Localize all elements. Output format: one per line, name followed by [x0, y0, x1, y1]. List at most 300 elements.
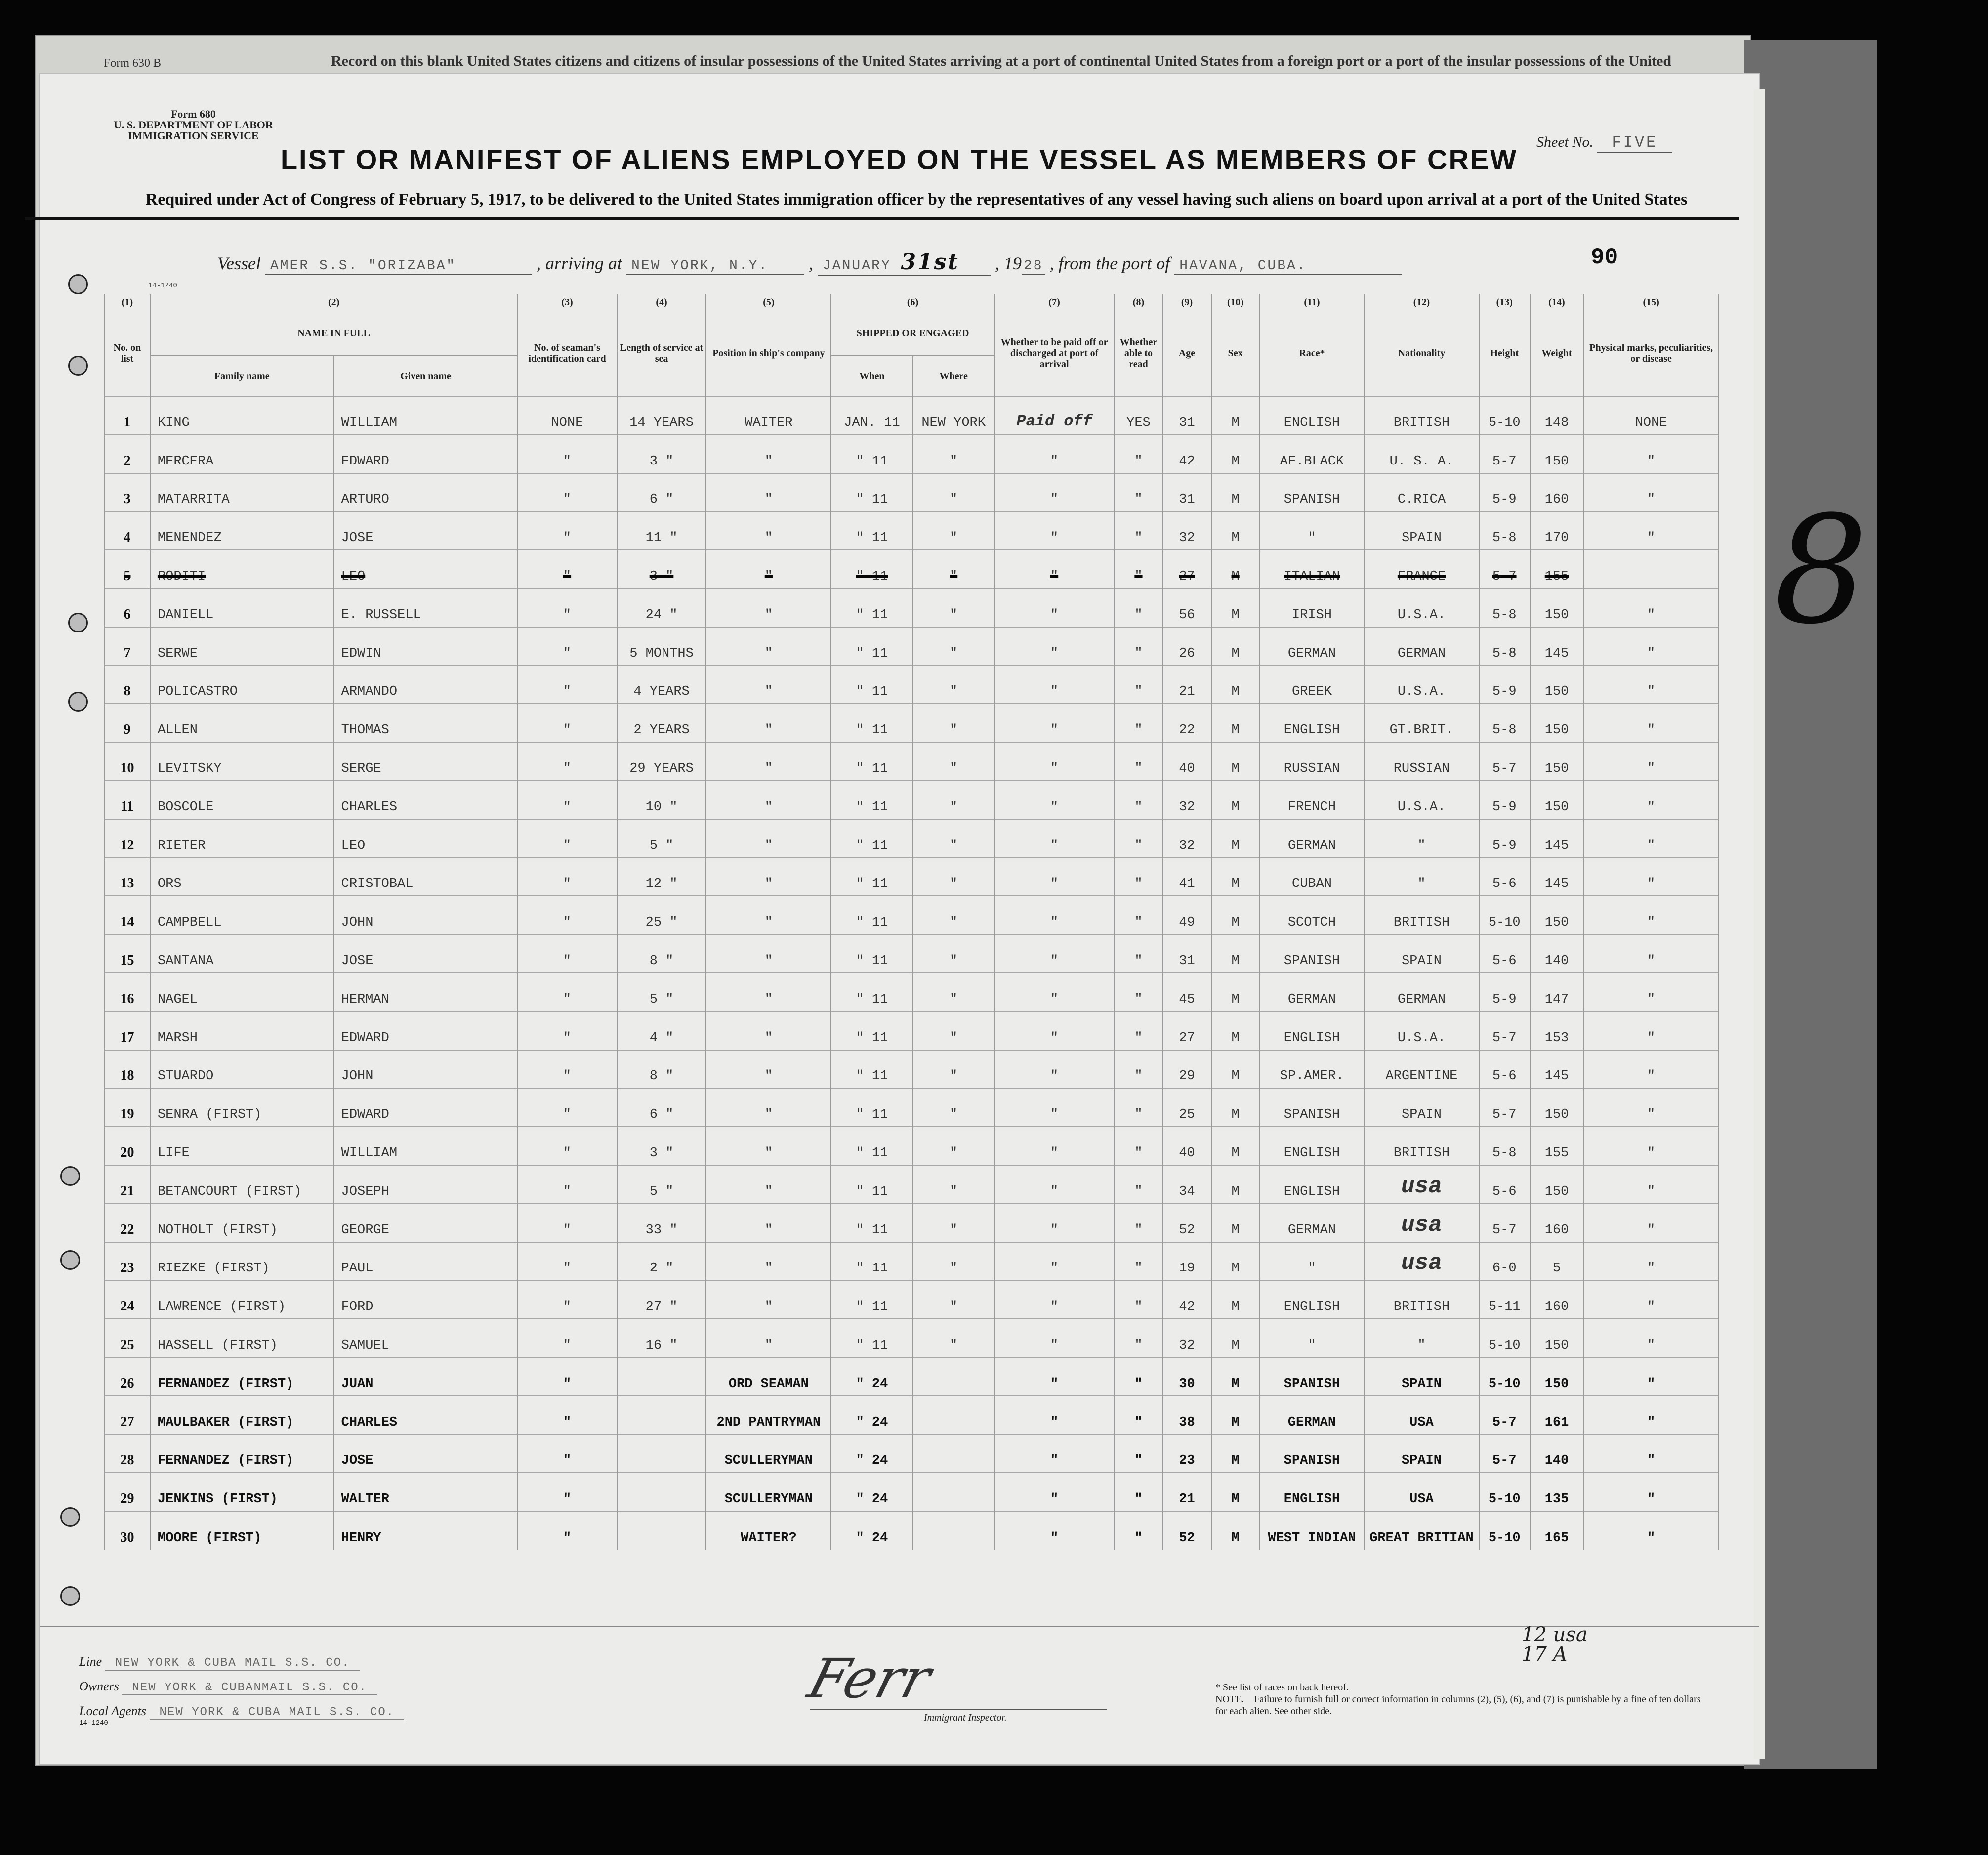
back-form-number: Form 630 B	[104, 57, 162, 70]
physical-marks-cell: "	[1583, 666, 1719, 704]
table-row	[104, 819, 1719, 858]
physical-marks-cell: "	[1583, 1319, 1719, 1357]
physical-marks-cell: "	[1583, 1242, 1719, 1281]
weight-cell: 150	[1530, 704, 1583, 742]
position-cell: "	[706, 473, 831, 512]
position-cell: SCULLERYMAN	[706, 1434, 831, 1473]
weight-cell: 160	[1530, 1280, 1583, 1319]
race-cell: "	[1260, 511, 1365, 550]
nationality-cell: GERMAN	[1364, 627, 1479, 666]
service-length-cell: 16 "	[617, 1319, 706, 1357]
id-card-cell: "	[517, 1050, 617, 1089]
given-name-cell: PAUL	[334, 1242, 518, 1281]
weight-cell: 147	[1530, 973, 1583, 1012]
race-cell: ENGLISH	[1260, 1165, 1365, 1204]
nationality-cell: RUSSIAN	[1364, 742, 1479, 781]
header-nationality: Nationality	[1364, 311, 1479, 396]
sex-cell: M	[1211, 473, 1260, 512]
shipped-when-cell: " 11	[831, 1280, 912, 1319]
page-number: 90	[1591, 245, 1618, 270]
race-cell: ITALIAN	[1260, 550, 1365, 589]
nationality-cell: USA	[1364, 1396, 1479, 1434]
paid-off-cell: "	[994, 1434, 1115, 1473]
service-length-cell: 3 "	[617, 435, 706, 473]
position-cell: 2ND PANTRYMAN	[706, 1396, 831, 1434]
paid-off-cell: "	[994, 858, 1115, 896]
weight-cell: 150	[1530, 1357, 1583, 1396]
row-number-cell: 27	[104, 1396, 150, 1434]
service-name: IMMIGRATION SERVICE	[128, 129, 259, 142]
family-name-cell: JENKINS (FIRST)	[150, 1473, 334, 1511]
race-cell: GERMAN	[1260, 1204, 1365, 1242]
service-length-cell: 3 "	[617, 550, 706, 589]
weight-cell: 145	[1530, 627, 1583, 666]
position-cell: "	[706, 1050, 831, 1089]
age-cell: 21	[1162, 666, 1211, 704]
able-to-read-cell: "	[1114, 627, 1162, 666]
header-able-read: Whether able to read	[1114, 311, 1162, 396]
row-number-cell: 13	[104, 858, 150, 896]
able-to-read-cell: "	[1114, 1165, 1162, 1204]
able-to-read-cell: "	[1114, 1357, 1162, 1396]
paid-off-cell: "	[994, 666, 1115, 704]
physical-marks-cell: "	[1583, 1088, 1719, 1127]
id-card-cell: "	[517, 1127, 617, 1165]
position-cell: "	[706, 1127, 831, 1165]
row-number-cell: 11	[104, 781, 150, 819]
height-cell: 6-0	[1479, 1242, 1530, 1281]
footer-agents	[79, 1704, 404, 1727]
weight-cell: 150	[1530, 742, 1583, 781]
sex-cell: M	[1211, 1434, 1260, 1473]
id-card-cell: "	[517, 819, 617, 858]
header-race: Race*	[1260, 311, 1365, 396]
able-to-read-cell: "	[1114, 973, 1162, 1012]
age-cell: 32	[1162, 781, 1211, 819]
table-row	[104, 627, 1719, 666]
age-cell: 31	[1162, 396, 1211, 435]
able-to-read-cell: "	[1114, 666, 1162, 704]
able-to-read-cell: "	[1114, 819, 1162, 858]
service-length-cell: 5 "	[617, 973, 706, 1012]
id-card-cell: "	[517, 1204, 617, 1242]
header-rule	[25, 217, 1739, 220]
family-name-cell: BOSCOLE	[150, 781, 334, 819]
nationality-cell: GT.BRIT.	[1364, 704, 1479, 742]
age-cell: 26	[1162, 627, 1211, 666]
shipped-when-cell: " 11	[831, 781, 912, 819]
shipped-when-cell: " 11	[831, 473, 912, 512]
paid-off-cell: "	[994, 1357, 1115, 1396]
race-cell: GERMAN	[1260, 819, 1365, 858]
sex-cell: M	[1211, 1127, 1260, 1165]
table-row	[104, 1242, 1719, 1281]
paid-off-cell: "	[994, 550, 1115, 589]
id-card-cell: "	[517, 781, 617, 819]
note-races: * See list of races on back hereof.	[1215, 1682, 1349, 1693]
given-name-cell: ARTURO	[334, 473, 518, 512]
sex-cell: M	[1211, 896, 1260, 934]
sex-cell: M	[1211, 511, 1260, 550]
table-row	[104, 781, 1719, 819]
height-cell: 5-9	[1479, 781, 1530, 819]
id-card-cell: "	[517, 589, 617, 627]
weight-cell: 150	[1530, 589, 1583, 627]
header-no-on-list: No. on list	[104, 311, 150, 396]
height-cell: 5-8	[1479, 627, 1530, 666]
physical-marks-cell: "	[1583, 973, 1719, 1012]
sex-cell: M	[1211, 704, 1260, 742]
row-number-cell: 14	[104, 896, 150, 934]
sex-cell: M	[1211, 666, 1260, 704]
sex-cell: M	[1211, 550, 1260, 589]
id-card-cell: "	[517, 896, 617, 934]
sex-cell: M	[1211, 1319, 1260, 1357]
paid-off-cell: "	[994, 1088, 1115, 1127]
shipped-when-cell: " 11	[831, 589, 912, 627]
line-value: NEW YORK & CUBA MAIL S.S. CO.	[105, 1656, 360, 1671]
physical-marks-cell: "	[1583, 1434, 1719, 1473]
age-cell: 27	[1162, 1012, 1211, 1050]
row-number-cell: 20	[104, 1127, 150, 1165]
race-cell: "	[1260, 1319, 1365, 1357]
nationality-cell: SPAIN	[1364, 511, 1479, 550]
sex-cell: M	[1211, 781, 1260, 819]
shipped-where-cell: "	[913, 435, 994, 473]
height-cell: 5-8	[1479, 1127, 1530, 1165]
height-cell: 5-7	[1479, 1088, 1530, 1127]
paid-off-cell: "	[994, 1127, 1115, 1165]
nationality-cell: GERMAN	[1364, 973, 1479, 1012]
given-name-cell: JOHN	[334, 1050, 518, 1089]
shipped-when-cell: " 11	[831, 896, 912, 934]
height-cell: 5-7	[1479, 1012, 1530, 1050]
row-number-cell: 4	[104, 511, 150, 550]
age-cell: 52	[1162, 1511, 1211, 1550]
row-number-cell: 12	[104, 819, 150, 858]
physical-marks-cell: "	[1583, 1127, 1719, 1165]
table-row	[104, 1088, 1719, 1127]
table-row	[104, 1165, 1719, 1204]
able-to-read-cell: "	[1114, 1396, 1162, 1434]
race-cell: SPANISH	[1260, 473, 1365, 512]
shipped-when-cell: " 11	[831, 1165, 912, 1204]
shipped-where-cell: "	[913, 550, 994, 589]
race-cell: SCOTCH	[1260, 896, 1365, 934]
shipped-when-cell: " 24	[831, 1511, 912, 1550]
able-to-read-cell: "	[1114, 589, 1162, 627]
table-row	[104, 896, 1719, 934]
given-name-cell: JOSE	[334, 934, 518, 973]
shipped-when-cell: " 11	[831, 1088, 912, 1127]
sex-cell: M	[1211, 1396, 1260, 1434]
height-cell: 5-10	[1479, 1357, 1530, 1396]
nationality-cell: usa	[1364, 1165, 1479, 1204]
height-cell: 5-6	[1479, 1050, 1530, 1089]
weight-cell: 145	[1530, 858, 1583, 896]
shipped-where-cell: "	[913, 1204, 994, 1242]
binding-hole	[68, 356, 88, 376]
position-cell: ORD SEAMAN	[706, 1357, 831, 1396]
paid-off-cell: "	[994, 1511, 1115, 1550]
height-cell: 5-7	[1479, 435, 1530, 473]
weight-cell: 150	[1530, 1319, 1583, 1357]
position-cell: "	[706, 1088, 831, 1127]
height-cell: 5-8	[1479, 511, 1530, 550]
physical-marks-cell: "	[1583, 1357, 1719, 1396]
row-number-cell: 9	[104, 704, 150, 742]
col-num-11: (11)	[1260, 294, 1365, 311]
able-to-read-cell: "	[1114, 896, 1162, 934]
id-card-cell: "	[517, 1357, 617, 1396]
header-when: When	[831, 356, 912, 396]
sex-cell: M	[1211, 1511, 1260, 1550]
weight-cell: 150	[1530, 896, 1583, 934]
agents-value: NEW YORK & CUBA MAIL S.S. CO.	[150, 1706, 405, 1720]
sex-cell: M	[1211, 1473, 1260, 1511]
sex-cell: M	[1211, 1088, 1260, 1127]
footer-line	[79, 1654, 360, 1670]
arriving-value: NEW YORK, N.Y.	[626, 258, 804, 275]
position-cell: "	[706, 1204, 831, 1242]
id-card-cell: "	[517, 973, 617, 1012]
table-row	[104, 589, 1719, 627]
family-name-cell: STUARDO	[150, 1050, 334, 1089]
position-cell: "	[706, 435, 831, 473]
row-number-cell: 26	[104, 1357, 150, 1396]
header-shipped: SHIPPED OR ENGAGED	[831, 311, 994, 356]
given-name-cell: LEO	[334, 819, 518, 858]
family-name-cell: HASSELL (FIRST)	[150, 1319, 334, 1357]
able-to-read-cell: "	[1114, 1511, 1162, 1550]
weight-cell: 153	[1530, 1012, 1583, 1050]
family-name-cell: NOTHOLT (FIRST)	[150, 1204, 334, 1242]
given-name-cell: HERMAN	[334, 973, 518, 1012]
race-cell: "	[1260, 1242, 1365, 1281]
shipped-when-cell: " 24	[831, 1434, 912, 1473]
sex-cell: M	[1211, 819, 1260, 858]
weight-cell: 135	[1530, 1473, 1583, 1511]
weight-cell: 150	[1530, 1165, 1583, 1204]
paid-off-cell: "	[994, 1242, 1115, 1281]
service-length-cell: 14 YEARS	[617, 396, 706, 435]
physical-marks-cell: "	[1583, 435, 1719, 473]
age-cell: 22	[1162, 704, 1211, 742]
row-number-cell: 21	[104, 1165, 150, 1204]
family-name-cell: NAGEL	[150, 973, 334, 1012]
shipped-where-cell: "	[913, 589, 994, 627]
able-to-read-cell: "	[1114, 1012, 1162, 1050]
position-cell: "	[706, 666, 831, 704]
given-name-cell: WALTER	[334, 1473, 518, 1511]
row-number-cell: 30	[104, 1511, 150, 1550]
shipped-where-cell	[913, 1473, 994, 1511]
id-card-cell: "	[517, 858, 617, 896]
family-name-cell: DANIELL	[150, 589, 334, 627]
family-name-cell: SANTANA	[150, 934, 334, 973]
col-num-7: (7)	[994, 294, 1115, 311]
back-sheet-text: Record on this blank United States citizens and citizens of insular possessions of the United States arriving at a port of continental United States from a foreign port or a port of the insular possessions of the United	[331, 53, 1672, 69]
given-name-cell: JOSE	[334, 511, 518, 550]
weight-cell: 170	[1530, 511, 1583, 550]
age-cell: 45	[1162, 973, 1211, 1012]
shipped-when-cell: " 11	[831, 1242, 912, 1281]
paid-off-cell: "	[994, 934, 1115, 973]
row-number-cell: 16	[104, 973, 150, 1012]
corner-note-2: 17 A	[1522, 1643, 1568, 1666]
paid-off-cell: "	[994, 1319, 1115, 1357]
col-num-10: (10)	[1211, 294, 1260, 311]
given-name-cell: ARMANDO	[334, 666, 518, 704]
race-cell: ENGLISH	[1260, 1012, 1365, 1050]
given-name-cell: SERGE	[334, 742, 518, 781]
physical-marks-cell: "	[1583, 896, 1719, 934]
shipped-when-cell: " 11	[831, 704, 912, 742]
family-name-cell: FERNANDEZ (FIRST)	[150, 1357, 334, 1396]
age-cell: 52	[1162, 1204, 1211, 1242]
owners-label: Owners	[79, 1679, 119, 1693]
able-to-read-cell: "	[1114, 1050, 1162, 1089]
service-length-cell: 2 "	[617, 1242, 706, 1281]
height-cell: 5-11	[1479, 1280, 1530, 1319]
shipped-when-cell: " 11	[831, 1012, 912, 1050]
id-card-cell: "	[517, 1012, 617, 1050]
given-name-cell: FORD	[334, 1280, 518, 1319]
col-num-3: (3)	[517, 294, 617, 311]
race-cell: RUSSIAN	[1260, 742, 1365, 781]
paid-off-cell: "	[994, 742, 1115, 781]
age-cell: 32	[1162, 511, 1211, 550]
position-cell: "	[706, 896, 831, 934]
shipped-where-cell: "	[913, 1280, 994, 1319]
family-name-cell: MOORE (FIRST)	[150, 1511, 334, 1550]
page-title: LIST OR MANIFEST OF ALIENS EMPLOYED ON THE VESSEL AS MEMBERS OF CREW	[280, 144, 1518, 175]
race-cell: GERMAN	[1260, 627, 1365, 666]
department-name: U. S. DEPARTMENT OF LABOR	[114, 119, 273, 131]
given-name-cell: THOMAS	[334, 704, 518, 742]
row-number-cell: 17	[104, 1012, 150, 1050]
race-cell: GERMAN	[1260, 973, 1365, 1012]
nationality-cell: U. S. A.	[1364, 435, 1479, 473]
given-name-cell: EDWARD	[334, 1012, 518, 1050]
shipped-when-cell: " 11	[831, 435, 912, 473]
inspector-signature: Ferr	[801, 1647, 938, 1710]
weight-cell: 155	[1530, 550, 1583, 589]
service-length-cell: 4 YEARS	[617, 666, 706, 704]
sheet-number-label: Sheet No.	[1536, 134, 1593, 150]
header-family-name: Family name	[150, 356, 334, 396]
row-number-cell: 10	[104, 742, 150, 781]
nationality-cell: BRITISH	[1364, 396, 1479, 435]
service-length-cell: 2 YEARS	[617, 704, 706, 742]
paid-off-cell: "	[994, 781, 1115, 819]
paid-off-cell: "	[994, 819, 1115, 858]
able-to-read-cell: "	[1114, 435, 1162, 473]
race-cell: SPANISH	[1260, 1088, 1365, 1127]
physical-marks-cell: "	[1583, 934, 1719, 973]
race-cell: ENGLISH	[1260, 1473, 1365, 1511]
age-cell: 34	[1162, 1165, 1211, 1204]
sex-cell: M	[1211, 1204, 1260, 1242]
paid-off-cell: "	[994, 1050, 1115, 1089]
owners-value: NEW YORK & CUBANMAIL S.S. CO.	[122, 1681, 377, 1695]
table-row	[104, 1511, 1719, 1550]
footer-notes	[1215, 1682, 1709, 1717]
given-name-cell: GEORGE	[334, 1204, 518, 1242]
family-name-cell: SERWE	[150, 627, 334, 666]
position-cell: "	[706, 627, 831, 666]
paid-off-cell: "	[994, 627, 1115, 666]
vessel-label: Vessel	[217, 253, 261, 273]
service-length-cell	[617, 1511, 706, 1550]
given-name-cell: JOHN	[334, 896, 518, 934]
sheet-number-value: FIVE	[1597, 133, 1672, 153]
nationality-cell: SPAIN	[1364, 1357, 1479, 1396]
arrival-date	[818, 250, 991, 276]
shipped-when-cell: " 11	[831, 742, 912, 781]
col-num-15: (15)	[1583, 294, 1719, 311]
id-card-cell: "	[517, 473, 617, 512]
header-age: Age	[1162, 311, 1211, 396]
race-cell: SPANISH	[1260, 1357, 1365, 1396]
able-to-read-cell: "	[1114, 704, 1162, 742]
shipped-where-cell: "	[913, 742, 994, 781]
physical-marks-cell: "	[1583, 819, 1719, 858]
agents-label: Local Agents	[79, 1704, 147, 1718]
paid-off-cell: "	[994, 473, 1115, 512]
nationality-cell: SPAIN	[1364, 934, 1479, 973]
sex-cell: M	[1211, 1280, 1260, 1319]
row-number-cell: 29	[104, 1473, 150, 1511]
header-where: Where	[913, 356, 994, 396]
id-card-cell: NONE	[517, 396, 617, 435]
paid-off-cell: "	[994, 589, 1115, 627]
shipped-where-cell: "	[913, 858, 994, 896]
table-row	[104, 1204, 1719, 1242]
position-cell: WAITER	[706, 396, 831, 435]
form-number: Form 680	[170, 108, 216, 120]
port-value: HAVANA, CUBA.	[1174, 258, 1402, 275]
able-to-read-cell: "	[1114, 1242, 1162, 1281]
position-cell: WAITER?	[706, 1511, 831, 1550]
race-cell: GREEK	[1260, 666, 1365, 704]
height-cell: 5-10	[1479, 896, 1530, 934]
table-row	[104, 473, 1719, 512]
paid-off-cell: "	[994, 435, 1115, 473]
nationality-cell: ARGENTINE	[1364, 1050, 1479, 1089]
service-length-cell: 5 "	[617, 1165, 706, 1204]
family-name-cell: RODITI	[150, 550, 334, 589]
family-name-cell: MARSH	[150, 1012, 334, 1050]
signature-line	[810, 1709, 1107, 1710]
shipped-when-cell: " 11	[831, 627, 912, 666]
age-cell: 31	[1162, 934, 1211, 973]
service-length-cell: 27 "	[617, 1280, 706, 1319]
row-number-cell: 25	[104, 1319, 150, 1357]
position-cell: "	[706, 1242, 831, 1281]
given-name-cell: EDWARD	[334, 435, 518, 473]
shipped-where-cell	[913, 1434, 994, 1473]
weight-cell: 160	[1530, 473, 1583, 512]
col-num-9: (9)	[1162, 294, 1211, 311]
age-cell: 31	[1162, 473, 1211, 512]
weight-cell: 150	[1530, 781, 1583, 819]
table-row	[104, 1473, 1719, 1511]
race-cell: SP.AMER.	[1260, 1050, 1365, 1089]
age-cell: 40	[1162, 742, 1211, 781]
given-name-cell: WILLIAM	[334, 396, 518, 435]
nationality-cell: BRITISH	[1364, 1127, 1479, 1165]
